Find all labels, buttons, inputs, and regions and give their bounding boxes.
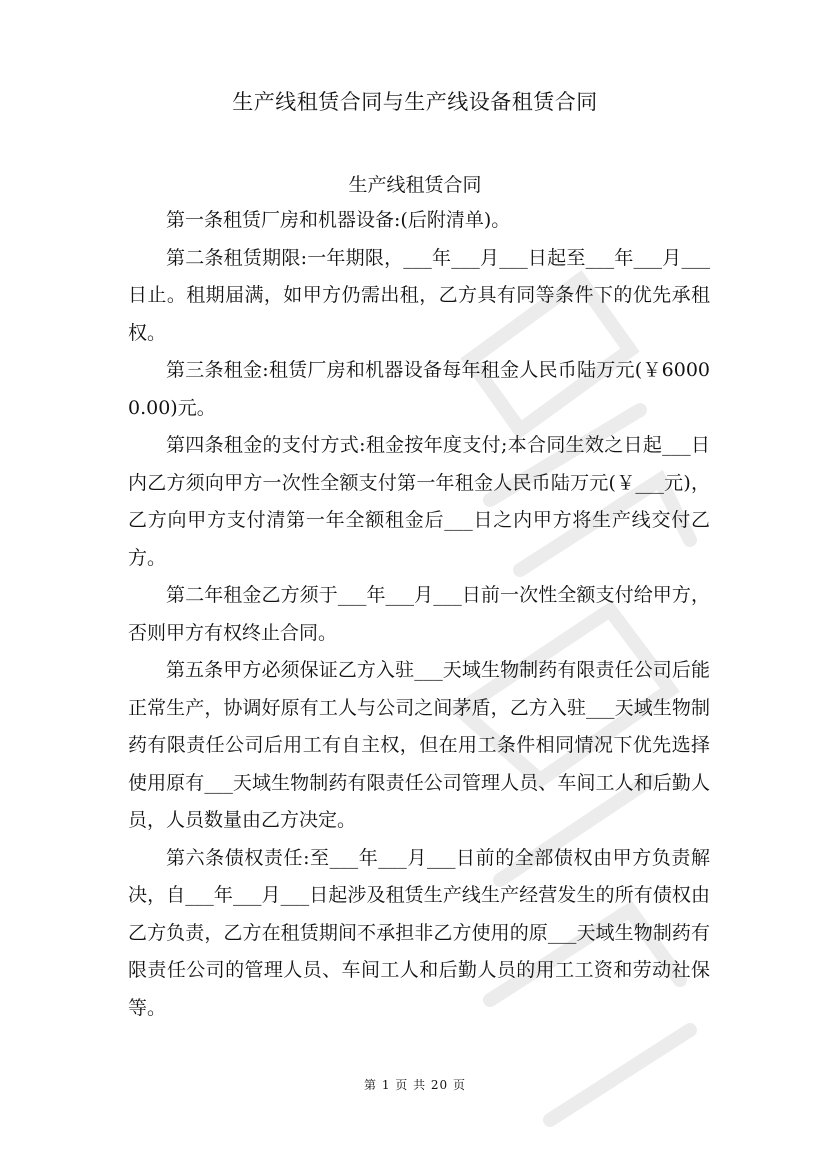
clause-paragraph: 第二年租金乙方须于___年___月___日前一次性全额支付给甲方，否则甲方有权终止合同。 — [128, 584, 710, 644]
clause-paragraph: 第六条债权责任:至___年___月___日前的全部债权由甲方负责解决，自___年___月___日起涉及租赁生产线生产经营发生的所有债权由乙方负责，乙方在租赁期间不承担非乙方使用的原___天域生物制药有限责任公司的管理人员、车间工人和后勤人员的用工工资和劳动社保等。 — [128, 846, 710, 1019]
contract-subtitle: 生产线租赁合同 — [348, 174, 482, 196]
clause-paragraph: 第四条租金的支付方式:租金按年度支付;本合同生效之日起___日内乙方须向甲方一次性全额支付第一年租金人民币陆万元(￥___元)，乙方向甲方支付清第一年全额租金后___日之内甲方将生产线交付乙方。 — [128, 434, 710, 569]
page-number: 第 1 页 共 20 页 — [364, 1078, 466, 1092]
clause-paragraph: 第五条甲方必须保证乙方入驻___天域生物制药有限责任公司后能正常生产，协调好原有工人与公司之间茅盾，乙方入驻___天域生物制药有限责任公司后用工有自主权，但在用工条件相同情况下优先选择使用原有___天域生物制药有限责任公司管理人员、车间工人和后勤人员，人员数量由乙方决定。 — [128, 659, 710, 831]
clause-paragraph: 第一条租赁厂房和机器设备:(后附清单)。 — [166, 209, 511, 231]
document-title: 生产线租赁合同与生产线设备租赁合同 — [232, 90, 598, 114]
clause-paragraph: 第二条租赁期限:一年期限，___年___月___日起至___年___月___日止。租期届满，如甲方仍需出租，乙方具有同等条件下的优先承租权。 — [128, 246, 710, 344]
contract-body — [128, 202, 710, 1027]
clause-paragraph: 第三条租金:租赁厂房和机器设备每年租金人民币陆万元(￥60000.00)元。 — [128, 359, 710, 419]
